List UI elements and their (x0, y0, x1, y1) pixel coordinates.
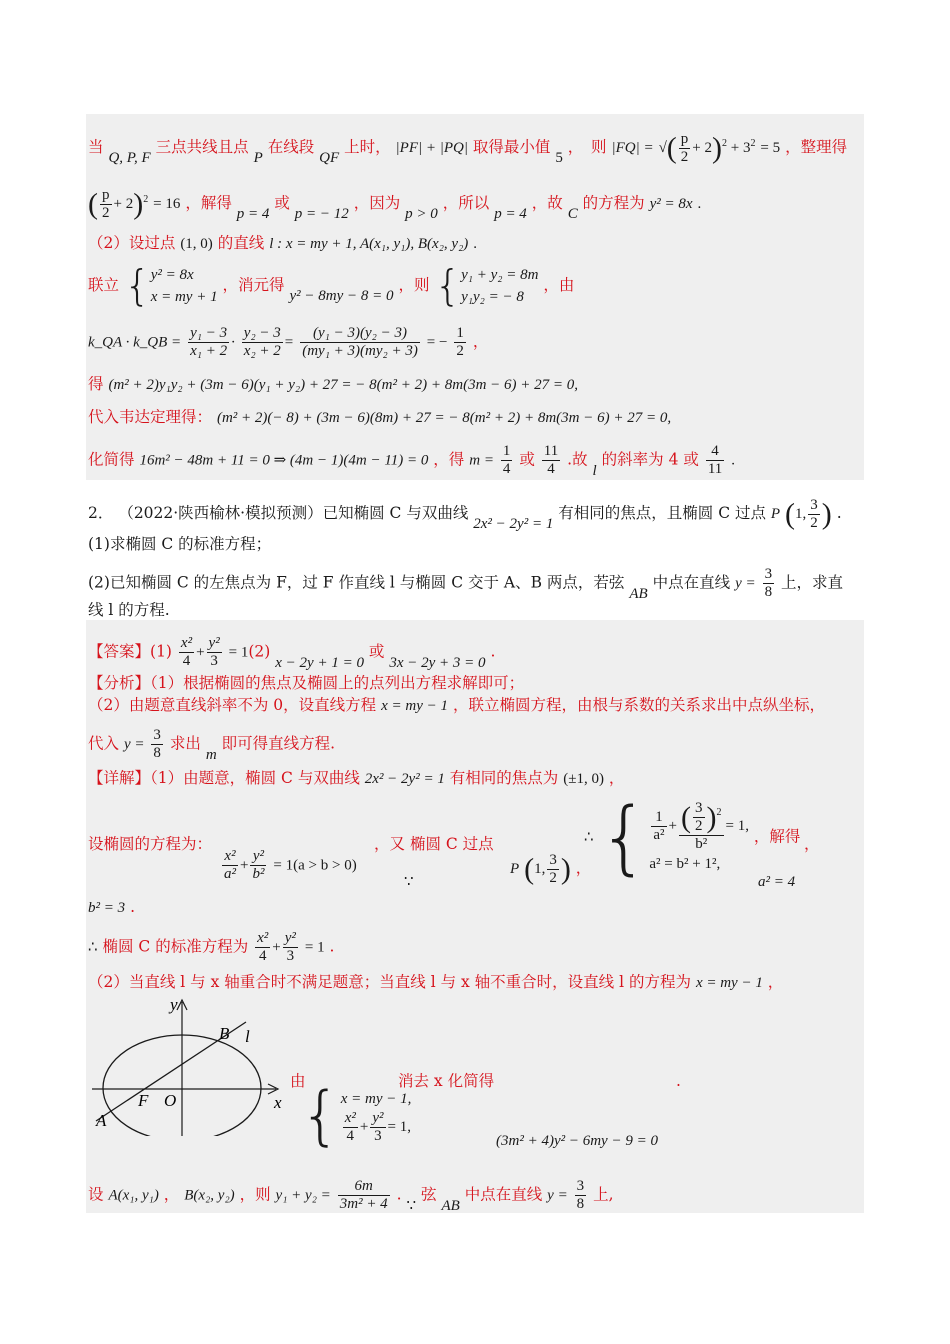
question-2-part-1: (1)求椭圆 C 的标准方程； (88, 535, 272, 553)
text: 有相同的焦点为 (449, 769, 559, 787)
den: 8 (764, 584, 773, 600)
solution-line-4 (88, 261, 575, 310)
detail-eliminate (398, 1070, 494, 1092)
den: (my₁ + 3)(my₂ + 3) (302, 343, 418, 359)
text: . (396, 1185, 402, 1204)
math-eq16: = 16 (153, 195, 181, 212)
math-p: P (253, 149, 263, 166)
because-symbol: ∵ (406, 1197, 417, 1214)
detail-youguo (374, 833, 494, 855)
frac (575, 1178, 587, 1213)
sqrt-expression: √( $\frac{p}{2}$ + $2)^2 + 3^2$ (658, 131, 756, 165)
text: 弦 (420, 1185, 437, 1204)
den: 3 (286, 948, 295, 964)
text: ，又 (374, 835, 406, 853)
text: ，整理得 (785, 137, 848, 156)
text: 消去 x 化简得 (398, 1072, 495, 1090)
text: ，解得 (185, 193, 232, 212)
text: 或 (368, 642, 385, 661)
text: 上时， (344, 137, 391, 156)
solution-line-3 (88, 232, 477, 255)
label-x: x (274, 1093, 282, 1112)
text: (2) (248, 642, 271, 661)
text: ，由 (543, 276, 575, 294)
solution-line-2 (88, 187, 701, 222)
label-l: l (245, 1027, 250, 1046)
math-eq: = 1 (304, 939, 325, 956)
math-factor: 16m² − 48m + 11 = 0 ⇒ (4m − 1)(4m − 11) = 0 (139, 452, 429, 469)
solution-line-7 (88, 406, 671, 429)
text: 的直线 (217, 234, 265, 252)
den: 2 (810, 515, 818, 531)
text: 求出 (169, 734, 201, 753)
detail-line-4: ∴ 椭圆 C 的标准方程为 $\frac{\text{x²}}{4}$ + $\frac{\text{y²}}{3}$ = 1 . (88, 930, 335, 964)
text: 三点共线且点 (155, 137, 249, 156)
num: x² (180, 635, 193, 651)
detail-quadratic (496, 1129, 658, 1152)
text: (2)已知椭圆 C 的左焦点为 F，过 F 作直线 l 与椭圆 C 交于 A、B 两点，若弦 (88, 573, 625, 592)
num: x² (257, 930, 269, 946)
math-b2: b² = 3 (88, 900, 126, 916)
text: ，解得 (753, 827, 801, 846)
label-F: F (138, 1091, 149, 1110)
math-line: x = my − 1 (381, 698, 448, 714)
math-qf: QF (319, 149, 340, 166)
label-A: A (96, 1111, 107, 1130)
frac (250, 848, 266, 883)
math-A: A(x₁, y₁) (108, 1187, 159, 1204)
text: 由 (290, 1072, 306, 1090)
math-point: (1, 0) (180, 236, 213, 252)
text: ， (472, 332, 489, 351)
text: . (490, 642, 496, 661)
ellipse-figure (88, 996, 298, 1136)
text: 联立 (88, 276, 120, 294)
therefore-symbol: ∴ (584, 829, 594, 846)
text: ，则 (398, 276, 430, 294)
eq: x = my + 1 (150, 289, 218, 305)
math-AB: AB (441, 1197, 460, 1214)
detail-line-1 (88, 767, 624, 790)
num: 3 (153, 727, 161, 743)
math-line-1: x − 2y + 1 = 0 (275, 654, 364, 671)
text: 椭圆 C 过点 (409, 835, 494, 853)
because-symbol: ∵ (404, 874, 414, 890)
math-eq: = − (426, 334, 448, 351)
text: ，因为 (353, 193, 401, 212)
text: ， (767, 973, 784, 991)
num: 3 (764, 566, 773, 582)
den: x₁ + 2 (190, 343, 228, 359)
detail-label: 【详解】 (88, 769, 151, 787)
eq: y₁y₂ = − 8 (461, 289, 524, 305)
text: （2）设过点 (88, 234, 176, 252)
text: (1) (150, 642, 172, 661)
brace: { (434, 261, 462, 310)
point-paren: (1, $\frac{3}{2}$ ) (524, 852, 571, 886)
math-line-def: l : x = my + 1, A(x₁, y₁), B(x₂, y₂) (269, 236, 469, 252)
text: 或 (519, 450, 535, 469)
question-2-stem (88, 497, 842, 532)
text: ，故 (531, 193, 563, 212)
num: (y₁ − 3)(y₂ − 3) (300, 325, 420, 343)
num: x² (222, 848, 238, 866)
math-hyperbola: 2x² − 2y² = 1 (364, 771, 445, 787)
text: ， (163, 1185, 180, 1204)
text: 中点在直线 (652, 573, 731, 592)
math-foci: (±1, 0) (563, 771, 604, 787)
text: ， (608, 769, 625, 787)
detail-line-5 (88, 971, 783, 994)
math-eq: = 1 (228, 644, 249, 661)
eq: $\frac{\text{x²}}{4}$ + $\frac{\text{y²}}{3}$ = 1, (344, 1110, 411, 1144)
text: 代入 (88, 734, 120, 753)
eq-rhs: = 1, (387, 1118, 411, 1135)
coord: 1, (795, 505, 807, 522)
math-cond: = 1(a > b > 0) (273, 857, 357, 874)
num: 3 (576, 1178, 585, 1194)
text: ， (804, 835, 820, 853)
system-1 (151, 264, 218, 308)
text: ，则 (239, 1185, 271, 1204)
system-2 (461, 264, 538, 308)
text: ， 则 (567, 137, 607, 156)
math-five: 5 (555, 149, 563, 166)
text: . (697, 195, 702, 212)
frac (255, 930, 270, 965)
solution-line-1 (88, 131, 847, 166)
num: 3 (549, 852, 557, 868)
math-AB: AB (629, 585, 648, 602)
text: 代入韦达定理得： (88, 408, 213, 426)
den: b² (252, 866, 265, 882)
text: 取得最小值 (472, 137, 551, 156)
text: .故 (567, 450, 588, 469)
text: ，消元得 (222, 276, 285, 294)
den: 2 (549, 870, 557, 886)
eq-rhs: = 1, (725, 817, 749, 834)
math-l: l (592, 462, 597, 479)
num: 1 (651, 809, 666, 827)
text: （2）当直线 l 与 x 轴重合时不满足题意；当直线 l 与 x 轴不重合时，设直线 l 的方程为 (88, 973, 691, 991)
label-y: y (170, 996, 178, 1014)
text: ， (575, 858, 592, 877)
text: 中点在直线 (464, 1185, 543, 1204)
label-B: B (219, 1024, 230, 1043)
math-quadratic: (3m² + 4)y² − 6my − 9 = 0 (496, 1133, 658, 1149)
num: 4 (706, 443, 724, 461)
math-line: x = my − 1 (695, 975, 763, 991)
num: y² (284, 930, 296, 946)
frac (151, 727, 163, 762)
math-y: y = (735, 575, 756, 592)
num: 3 (810, 497, 818, 513)
solution-line-8 (88, 443, 735, 478)
num: y₂ − 3 (243, 325, 281, 341)
math-sum: y₁ + y₂ = (275, 1187, 331, 1204)
analysis-label: 【分析】 (88, 674, 151, 692)
frac (179, 635, 194, 670)
brace: { (300, 1079, 341, 1154)
text: 设 (88, 1185, 104, 1204)
math-pgt: p > 0 (405, 205, 438, 222)
detail-because (404, 870, 414, 893)
den: 2 (456, 343, 464, 359)
detail-point-P (510, 852, 591, 887)
num: y₁ − 3 (190, 325, 228, 341)
den: 8 (153, 745, 161, 761)
den: x₂ + 2 (243, 343, 281, 359)
text: . (731, 452, 735, 469)
detail-period (676, 1070, 681, 1092)
label-O: O (164, 1091, 177, 1110)
frac (207, 635, 222, 670)
answer-line: 【答案】(1) $\frac{\text{x²}}{4}$ + $\frac{\text{y²}}{3}$ = 1(2) x − 2y + 1 = 0 或 3x − 2y + 3 = 0 . (88, 635, 496, 671)
question-text: （2022·陕西榆林·模拟预测）已知椭圆 C 与双曲线 (118, 503, 469, 522)
math-P: P (510, 860, 520, 877)
num: y² (208, 635, 220, 651)
frac (454, 325, 466, 360)
detail-line-3 (88, 896, 135, 919)
detail-a2 (758, 870, 795, 893)
solution-line-5: k_QA · k_QB = $\frac{\text{y₁ − 3}}{\text{x₁ + 2}}$ · $\frac{\text{y₂ − 3}}{\text{x₂ + 2}}$ = $\frac{\text{(y₁ − 3)(y₂ − 3)}}{\text{(my₁ + 3)(my₂ + 3)}}$ = − $\frac{1}{2}$ ， (88, 325, 489, 359)
analysis-line-2 (88, 694, 825, 717)
text: . (130, 898, 135, 916)
math-pm12: p = − 12 (294, 205, 349, 222)
math-m: m = (469, 452, 494, 469)
math-points: Q, P, F (108, 149, 151, 166)
den: a² (653, 827, 665, 843)
frac (300, 325, 420, 360)
detail-line-7 (88, 1178, 614, 1213)
text: 上，求直 (781, 573, 844, 592)
den: 4 (547, 461, 555, 477)
text: 的斜率为 4 或 (601, 450, 699, 469)
math-hyperbola: 2x² − 2y² = 1 (473, 515, 554, 532)
num: 3 (695, 800, 703, 816)
question-2-part-2-cont: 线 l 的方程. (88, 601, 170, 619)
text: . (329, 937, 335, 956)
den: 4 (258, 948, 267, 964)
den: 4 (346, 1128, 355, 1144)
frac (706, 443, 724, 478)
answer-label: 【答案】 (88, 642, 151, 661)
math-vieta: (m² + 2)(− 8) + (3m − 6)(8m) + 27 = − 8(m² + 2) + 8m(3m − 6) + 27 = 0, (216, 410, 672, 426)
detail-comma (804, 833, 820, 855)
math-fq: |FQ| = (611, 139, 654, 156)
math-y: y = (123, 736, 145, 753)
text: ，联立椭圆方程，由根与系数的关系求出中点纵坐标， (452, 696, 825, 714)
math-sum: |PF| + |PQ| (395, 139, 468, 156)
system (341, 1088, 412, 1145)
math-C: C (567, 205, 578, 222)
math-y: y = (547, 1187, 568, 1204)
num: 1 (502, 443, 511, 459)
detail-system-2 (300, 1079, 412, 1154)
frac (283, 930, 298, 965)
question-2-part-2 (88, 566, 843, 601)
brace: { (123, 261, 151, 310)
den: 4 (182, 653, 191, 669)
eq: a² = b² + 1², (649, 856, 721, 872)
eq: y₁ + y₂ = 8m (461, 267, 539, 283)
text: 椭圆 C 的标准方程为 (102, 937, 249, 956)
frac (763, 566, 775, 601)
den: 11 (707, 461, 723, 477)
num: 11 (543, 443, 559, 459)
den: 3m² + 4 (339, 1196, 388, 1212)
text: 得 (88, 375, 104, 393)
text: ，得 (433, 450, 465, 469)
den: 2 (695, 818, 703, 834)
math-elim: y² − 8my − 8 = 0 (289, 288, 394, 304)
frac (188, 325, 229, 360)
brace: { (598, 790, 650, 884)
math-paren-expr: ( $\frac{p}{2}$ + 2)$^2$ (88, 187, 149, 221)
den: a² (224, 866, 236, 882)
math-eq-five: = 5 (760, 139, 781, 156)
text: . (473, 236, 477, 252)
math-p4b: p = 4 (494, 205, 527, 222)
frac (338, 1178, 390, 1213)
num: y² (372, 1110, 384, 1126)
text: . (676, 1072, 681, 1090)
text: ，所以 (442, 193, 490, 212)
math-k: k_QA · k_QB = (88, 334, 182, 351)
frac (501, 443, 513, 478)
text: 在线段 (267, 137, 315, 156)
math-p4: p = 4 (236, 205, 270, 222)
den: 3 (210, 653, 218, 669)
frac (542, 443, 560, 478)
text: 设椭圆的方程为： (88, 835, 213, 853)
den: 3 (374, 1128, 382, 1144)
question-text: 有相同的焦点，且椭圆 C 过点 (558, 503, 766, 522)
therefore-symbol: ∴ (88, 939, 98, 956)
num: 6m (338, 1178, 390, 1196)
math-expand: (m² + 2)y₁y₂ + (3m − 6)(y₁ + y₂) + 27 = − 8(m² + 2) + 8m(3m − 6) + 27 = 0, (108, 377, 579, 393)
math-B: B(x₂, y₂) (184, 1187, 235, 1204)
solution-line-6 (88, 373, 578, 396)
text: . (836, 503, 842, 522)
detail-line-2 (88, 833, 212, 855)
num: 1 (456, 325, 464, 341)
math-P: P (770, 505, 781, 522)
system (649, 800, 749, 875)
question-number: 2． (88, 503, 114, 522)
math-parabola: y² = 8x (649, 195, 693, 212)
text: 即可得直线方程. (221, 734, 336, 753)
num: x² (344, 1110, 356, 1126)
frac (242, 325, 283, 360)
text: 化简得 (88, 450, 135, 469)
text: 当 (88, 137, 104, 156)
eq: $\frac{1}{\text{a²}}$ + ( $\frac{3}{2}$ )$^2$ b² = 1, (653, 800, 749, 852)
text: （1）由题意，椭圆 C 与双曲线 (150, 769, 360, 787)
text: （1）根据椭圆的焦点及椭圆上的点列出方程求解即可； (150, 674, 525, 692)
den: 4 (502, 461, 511, 477)
den: 8 (576, 1196, 585, 1212)
text: 的方程为 (582, 193, 645, 212)
coord: 1, (534, 860, 546, 877)
detail-ellipse-eq: $\frac{\text{x²}}{\text{a²}}$ + $\frac{\text{y²}}{\text{b²}}$ = 1(a > b > 0) (224, 848, 357, 882)
analysis-line-3 (88, 727, 335, 762)
text: 或 (274, 193, 290, 212)
analysis-line-1 (88, 672, 524, 694)
num: y² (250, 848, 266, 866)
eq: x = my − 1, (340, 1091, 412, 1107)
math-m: m (205, 746, 217, 763)
math-a2: a² = 4 (758, 874, 796, 890)
eq: y² = 8x (150, 267, 194, 283)
frac (222, 848, 238, 883)
text: （2）由题意直线斜率不为 0，设直线方程 (88, 696, 377, 714)
math-line-2: 3x − 2y + 3 = 0 (389, 654, 486, 671)
point-paren: (1, $\frac{3}{2}$ ) (785, 497, 832, 531)
text: 上, (593, 1185, 614, 1204)
